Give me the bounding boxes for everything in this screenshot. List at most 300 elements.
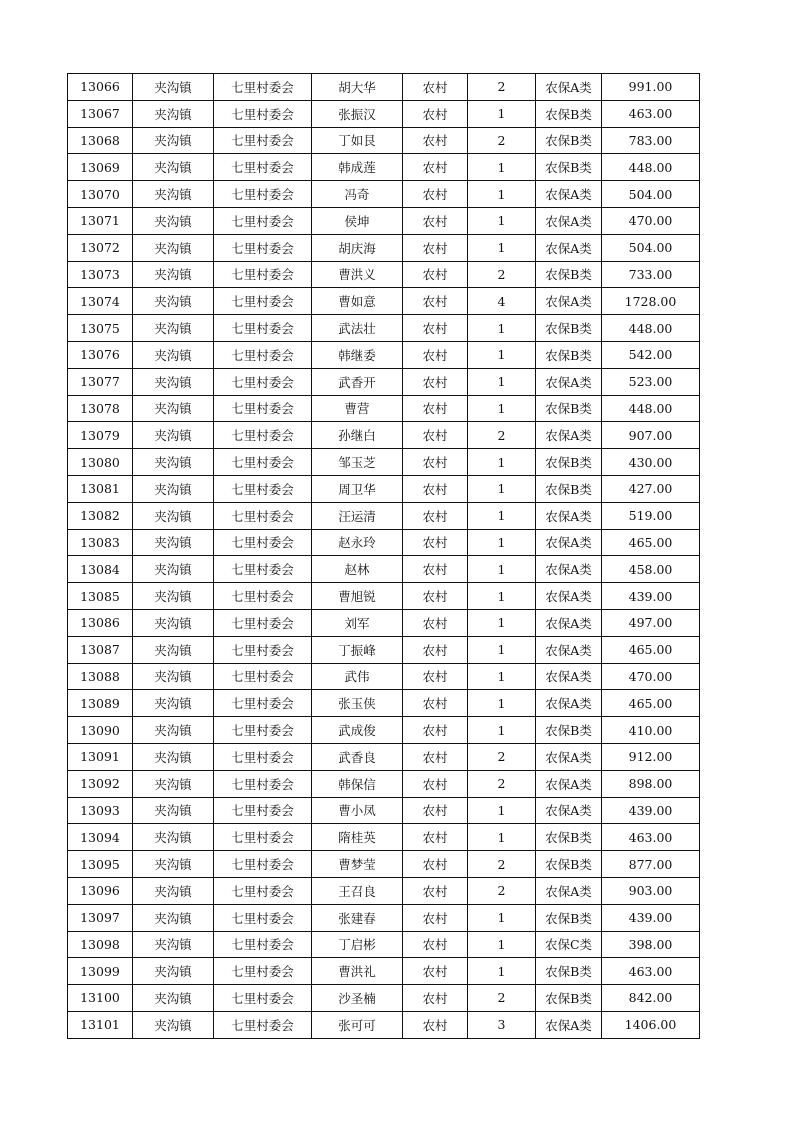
count-cell: 1 (468, 904, 536, 931)
town-cell: 夹沟镇 (133, 904, 214, 931)
name-cell: 汪运清 (312, 502, 403, 529)
table-row (68, 449, 700, 476)
id-cell: 13092 (68, 770, 133, 797)
amount-cell: 398.00 (602, 931, 700, 958)
count-cell: 1 (468, 234, 536, 261)
village-cell: 七里村委会 (214, 261, 312, 288)
amount-cell: 465.00 (602, 529, 700, 556)
town-cell: 夹沟镇 (133, 502, 214, 529)
town-cell: 夹沟镇 (133, 743, 214, 770)
table-row (68, 877, 700, 904)
category-cell: 农保B类 (536, 824, 602, 851)
category-cell: 农保B类 (536, 851, 602, 878)
amount-cell: 448.00 (602, 154, 700, 181)
count-cell: 1 (468, 958, 536, 985)
id-cell: 13083 (68, 529, 133, 556)
count-cell: 2 (468, 422, 536, 449)
name-cell: 韩继委 (312, 341, 403, 368)
count-cell: 1 (468, 181, 536, 208)
type-cell: 农村 (403, 502, 468, 529)
town-cell: 夹沟镇 (133, 583, 214, 610)
count-cell: 1 (468, 341, 536, 368)
count-cell: 1 (468, 100, 536, 127)
town-cell: 夹沟镇 (133, 475, 214, 502)
town-cell: 夹沟镇 (133, 663, 214, 690)
name-cell: 赵永玲 (312, 529, 403, 556)
category-cell: 农保B类 (536, 449, 602, 476)
type-cell: 农村 (403, 207, 468, 234)
village-cell: 七里村委会 (214, 100, 312, 127)
village-cell: 七里村委会 (214, 636, 312, 663)
amount-cell: 523.00 (602, 368, 700, 395)
name-cell: 曹洪礼 (312, 958, 403, 985)
amount-cell: 898.00 (602, 770, 700, 797)
type-cell: 农村 (403, 261, 468, 288)
category-cell: 农保A类 (536, 181, 602, 208)
table-body (68, 74, 700, 1039)
name-cell: 王召良 (312, 877, 403, 904)
town-cell: 夹沟镇 (133, 181, 214, 208)
name-cell: 侯坤 (312, 207, 403, 234)
category-cell: 农保C类 (536, 931, 602, 958)
table-row (68, 690, 700, 717)
type-cell: 农村 (403, 877, 468, 904)
amount-cell: 842.00 (602, 985, 700, 1012)
table-row (68, 422, 700, 449)
village-cell: 七里村委会 (214, 609, 312, 636)
name-cell: 胡庆海 (312, 234, 403, 261)
id-cell: 13099 (68, 958, 133, 985)
category-cell: 农保A类 (536, 422, 602, 449)
type-cell: 农村 (403, 717, 468, 744)
table-row (68, 100, 700, 127)
village-cell: 七里村委会 (214, 395, 312, 422)
count-cell: 1 (468, 824, 536, 851)
type-cell: 农村 (403, 556, 468, 583)
town-cell: 夹沟镇 (133, 234, 214, 261)
town-cell: 夹沟镇 (133, 797, 214, 824)
count-cell: 2 (468, 851, 536, 878)
id-cell: 13078 (68, 395, 133, 422)
village-cell: 七里村委会 (214, 904, 312, 931)
name-cell: 沙圣楠 (312, 985, 403, 1012)
town-cell: 夹沟镇 (133, 100, 214, 127)
amount-cell: 470.00 (602, 207, 700, 234)
village-cell: 七里村委会 (214, 851, 312, 878)
count-cell: 2 (468, 74, 536, 101)
town-cell: 夹沟镇 (133, 154, 214, 181)
count-cell: 1 (468, 154, 536, 181)
table-row (68, 154, 700, 181)
amount-cell: 903.00 (602, 877, 700, 904)
village-cell: 七里村委会 (214, 74, 312, 101)
amount-cell: 1728.00 (602, 288, 700, 315)
id-cell: 13077 (68, 368, 133, 395)
village-cell: 七里村委会 (214, 449, 312, 476)
count-cell: 1 (468, 475, 536, 502)
amount-cell: 504.00 (602, 181, 700, 208)
village-cell: 七里村委会 (214, 502, 312, 529)
count-cell: 1 (468, 717, 536, 744)
village-cell: 七里村委会 (214, 154, 312, 181)
table-row (68, 583, 700, 610)
name-cell: 孙继白 (312, 422, 403, 449)
type-cell: 农村 (403, 690, 468, 717)
table-row (68, 341, 700, 368)
name-cell: 张可可 (312, 1011, 403, 1038)
type-cell: 农村 (403, 100, 468, 127)
type-cell: 农村 (403, 1011, 468, 1038)
type-cell: 农村 (403, 127, 468, 154)
village-cell: 七里村委会 (214, 770, 312, 797)
name-cell: 张玉侠 (312, 690, 403, 717)
category-cell: 农保A类 (536, 877, 602, 904)
category-cell: 农保A类 (536, 663, 602, 690)
count-cell: 1 (468, 609, 536, 636)
table-row (68, 824, 700, 851)
id-cell: 13079 (68, 422, 133, 449)
town-cell: 夹沟镇 (133, 851, 214, 878)
id-cell: 13085 (68, 583, 133, 610)
amount-cell: 733.00 (602, 261, 700, 288)
type-cell: 农村 (403, 985, 468, 1012)
table-row (68, 529, 700, 556)
name-cell: 胡大华 (312, 74, 403, 101)
id-cell: 13086 (68, 609, 133, 636)
id-cell: 13090 (68, 717, 133, 744)
table-row (68, 234, 700, 261)
amount-cell: 907.00 (602, 422, 700, 449)
category-cell: 农保A类 (536, 797, 602, 824)
village-cell: 七里村委会 (214, 181, 312, 208)
town-cell: 夹沟镇 (133, 261, 214, 288)
town-cell: 夹沟镇 (133, 529, 214, 556)
amount-cell: 877.00 (602, 851, 700, 878)
category-cell: 农保A类 (536, 583, 602, 610)
category-cell: 农保A类 (536, 743, 602, 770)
name-cell: 张振汉 (312, 100, 403, 127)
records-table (67, 73, 700, 1039)
category-cell: 农保A类 (536, 74, 602, 101)
type-cell: 农村 (403, 315, 468, 342)
table-row (68, 502, 700, 529)
town-cell: 夹沟镇 (133, 609, 214, 636)
village-cell: 七里村委会 (214, 341, 312, 368)
name-cell: 曹如意 (312, 288, 403, 315)
id-cell: 13066 (68, 74, 133, 101)
category-cell: 农保B类 (536, 958, 602, 985)
category-cell: 农保B类 (536, 261, 602, 288)
table-row (68, 797, 700, 824)
category-cell: 农保B类 (536, 100, 602, 127)
name-cell: 武香良 (312, 743, 403, 770)
village-cell: 七里村委会 (214, 1011, 312, 1038)
name-cell: 曹小凤 (312, 797, 403, 824)
id-cell: 13095 (68, 851, 133, 878)
count-cell: 4 (468, 288, 536, 315)
town-cell: 夹沟镇 (133, 985, 214, 1012)
type-cell: 农村 (403, 663, 468, 690)
amount-cell: 458.00 (602, 556, 700, 583)
count-cell: 1 (468, 207, 536, 234)
village-cell: 七里村委会 (214, 127, 312, 154)
name-cell: 丁如艮 (312, 127, 403, 154)
village-cell: 七里村委会 (214, 743, 312, 770)
type-cell: 农村 (403, 181, 468, 208)
amount-cell: 410.00 (602, 717, 700, 744)
amount-cell: 783.00 (602, 127, 700, 154)
count-cell: 1 (468, 395, 536, 422)
count-cell: 1 (468, 663, 536, 690)
category-cell: 农保A类 (536, 609, 602, 636)
town-cell: 夹沟镇 (133, 958, 214, 985)
category-cell: 农保B类 (536, 475, 602, 502)
name-cell: 张建春 (312, 904, 403, 931)
count-cell: 1 (468, 502, 536, 529)
category-cell: 农保B类 (536, 341, 602, 368)
name-cell: 曹旭锐 (312, 583, 403, 610)
id-cell: 13072 (68, 234, 133, 261)
type-cell: 农村 (403, 395, 468, 422)
village-cell: 七里村委会 (214, 583, 312, 610)
village-cell: 七里村委会 (214, 663, 312, 690)
amount-cell: 1406.00 (602, 1011, 700, 1038)
village-cell: 七里村委会 (214, 529, 312, 556)
table-row (68, 261, 700, 288)
name-cell: 冯奇 (312, 181, 403, 208)
id-cell: 13096 (68, 877, 133, 904)
id-cell: 13101 (68, 1011, 133, 1038)
count-cell: 1 (468, 583, 536, 610)
town-cell: 夹沟镇 (133, 341, 214, 368)
table-row (68, 475, 700, 502)
amount-cell: 439.00 (602, 583, 700, 610)
category-cell: 农保B类 (536, 315, 602, 342)
type-cell: 农村 (403, 824, 468, 851)
category-cell: 农保A类 (536, 234, 602, 261)
town-cell: 夹沟镇 (133, 368, 214, 395)
amount-cell: 465.00 (602, 636, 700, 663)
amount-cell: 504.00 (602, 234, 700, 261)
town-cell: 夹沟镇 (133, 315, 214, 342)
id-cell: 13100 (68, 985, 133, 1012)
table-row (68, 74, 700, 101)
count-cell: 1 (468, 636, 536, 663)
table-row (68, 663, 700, 690)
name-cell: 曹梦莹 (312, 851, 403, 878)
category-cell: 农保A类 (536, 288, 602, 315)
category-cell: 农保B类 (536, 154, 602, 181)
table-row (68, 770, 700, 797)
type-cell: 农村 (403, 904, 468, 931)
table-row (68, 395, 700, 422)
type-cell: 农村 (403, 609, 468, 636)
type-cell: 农村 (403, 368, 468, 395)
category-cell: 农保A类 (536, 636, 602, 663)
town-cell: 夹沟镇 (133, 422, 214, 449)
id-cell: 13074 (68, 288, 133, 315)
table-row (68, 609, 700, 636)
type-cell: 农村 (403, 154, 468, 181)
town-cell: 夹沟镇 (133, 690, 214, 717)
count-cell: 1 (468, 368, 536, 395)
name-cell: 曹营 (312, 395, 403, 422)
town-cell: 夹沟镇 (133, 931, 214, 958)
town-cell: 夹沟镇 (133, 1011, 214, 1038)
category-cell: 农保A类 (536, 690, 602, 717)
amount-cell: 497.00 (602, 609, 700, 636)
count-cell: 2 (468, 877, 536, 904)
amount-cell: 430.00 (602, 449, 700, 476)
count-cell: 2 (468, 743, 536, 770)
category-cell: 农保A类 (536, 770, 602, 797)
table-row (68, 985, 700, 1012)
id-cell: 13088 (68, 663, 133, 690)
table-row (68, 288, 700, 315)
id-cell: 13089 (68, 690, 133, 717)
name-cell: 邹玉芝 (312, 449, 403, 476)
type-cell: 农村 (403, 636, 468, 663)
type-cell: 农村 (403, 851, 468, 878)
village-cell: 七里村委会 (214, 824, 312, 851)
table-row (68, 368, 700, 395)
category-cell: 农保B类 (536, 985, 602, 1012)
name-cell: 曹洪义 (312, 261, 403, 288)
table-row (68, 207, 700, 234)
town-cell: 夹沟镇 (133, 127, 214, 154)
amount-cell: 439.00 (602, 797, 700, 824)
id-cell: 13091 (68, 743, 133, 770)
amount-cell: 463.00 (602, 824, 700, 851)
amount-cell: 991.00 (602, 74, 700, 101)
id-cell: 13080 (68, 449, 133, 476)
category-cell: 农保B类 (536, 395, 602, 422)
count-cell: 1 (468, 556, 536, 583)
village-cell: 七里村委会 (214, 958, 312, 985)
village-cell: 七里村委会 (214, 475, 312, 502)
amount-cell: 463.00 (602, 100, 700, 127)
town-cell: 夹沟镇 (133, 395, 214, 422)
count-cell: 2 (468, 261, 536, 288)
count-cell: 2 (468, 127, 536, 154)
table-row (68, 743, 700, 770)
village-cell: 七里村委会 (214, 288, 312, 315)
category-cell: 农保A类 (536, 529, 602, 556)
table-row (68, 127, 700, 154)
town-cell: 夹沟镇 (133, 717, 214, 744)
village-cell: 七里村委会 (214, 207, 312, 234)
name-cell: 赵林 (312, 556, 403, 583)
id-cell: 13067 (68, 100, 133, 127)
amount-cell: 448.00 (602, 395, 700, 422)
id-cell: 13069 (68, 154, 133, 181)
name-cell: 周卫华 (312, 475, 403, 502)
table-row (68, 315, 700, 342)
town-cell: 夹沟镇 (133, 74, 214, 101)
village-cell: 七里村委会 (214, 234, 312, 261)
id-cell: 13094 (68, 824, 133, 851)
name-cell: 韩保信 (312, 770, 403, 797)
amount-cell: 542.00 (602, 341, 700, 368)
amount-cell: 470.00 (602, 663, 700, 690)
category-cell: 农保B类 (536, 904, 602, 931)
amount-cell: 519.00 (602, 502, 700, 529)
table-row (68, 556, 700, 583)
village-cell: 七里村委会 (214, 877, 312, 904)
id-cell: 13098 (68, 931, 133, 958)
category-cell: 农保A类 (536, 207, 602, 234)
count-cell: 1 (468, 797, 536, 824)
amount-cell: 463.00 (602, 958, 700, 985)
village-cell: 七里村委会 (214, 717, 312, 744)
category-cell: 农保A类 (536, 368, 602, 395)
type-cell: 农村 (403, 288, 468, 315)
id-cell: 13070 (68, 181, 133, 208)
count-cell: 1 (468, 449, 536, 476)
count-cell: 1 (468, 529, 536, 556)
amount-cell: 427.00 (602, 475, 700, 502)
count-cell: 1 (468, 315, 536, 342)
name-cell: 丁启彬 (312, 931, 403, 958)
name-cell: 丁振峰 (312, 636, 403, 663)
town-cell: 夹沟镇 (133, 556, 214, 583)
count-cell: 1 (468, 931, 536, 958)
village-cell: 七里村委会 (214, 985, 312, 1012)
type-cell: 农村 (403, 74, 468, 101)
id-cell: 13076 (68, 341, 133, 368)
id-cell: 13093 (68, 797, 133, 824)
count-cell: 1 (468, 690, 536, 717)
id-cell: 13068 (68, 127, 133, 154)
amount-cell: 465.00 (602, 690, 700, 717)
category-cell: 农保B类 (536, 717, 602, 744)
town-cell: 夹沟镇 (133, 824, 214, 851)
village-cell: 七里村委会 (214, 556, 312, 583)
village-cell: 七里村委会 (214, 422, 312, 449)
amount-cell: 439.00 (602, 904, 700, 931)
town-cell: 夹沟镇 (133, 449, 214, 476)
id-cell: 13087 (68, 636, 133, 663)
category-cell: 农保B类 (536, 127, 602, 154)
type-cell: 农村 (403, 958, 468, 985)
count-cell: 2 (468, 985, 536, 1012)
village-cell: 七里村委会 (214, 368, 312, 395)
type-cell: 农村 (403, 475, 468, 502)
town-cell: 夹沟镇 (133, 636, 214, 663)
type-cell: 农村 (403, 583, 468, 610)
town-cell: 夹沟镇 (133, 877, 214, 904)
table-row (68, 1011, 700, 1038)
id-cell: 13081 (68, 475, 133, 502)
town-cell: 夹沟镇 (133, 770, 214, 797)
name-cell: 武法壮 (312, 315, 403, 342)
type-cell: 农村 (403, 422, 468, 449)
id-cell: 13084 (68, 556, 133, 583)
category-cell: 农保A类 (536, 502, 602, 529)
table-row (68, 181, 700, 208)
type-cell: 农村 (403, 770, 468, 797)
table-row (68, 851, 700, 878)
type-cell: 农村 (403, 931, 468, 958)
table-row (68, 958, 700, 985)
id-cell: 13075 (68, 315, 133, 342)
name-cell: 韩成莲 (312, 154, 403, 181)
id-cell: 13073 (68, 261, 133, 288)
table-row (68, 904, 700, 931)
name-cell: 武伟 (312, 663, 403, 690)
type-cell: 农村 (403, 529, 468, 556)
count-cell: 3 (468, 1011, 536, 1038)
